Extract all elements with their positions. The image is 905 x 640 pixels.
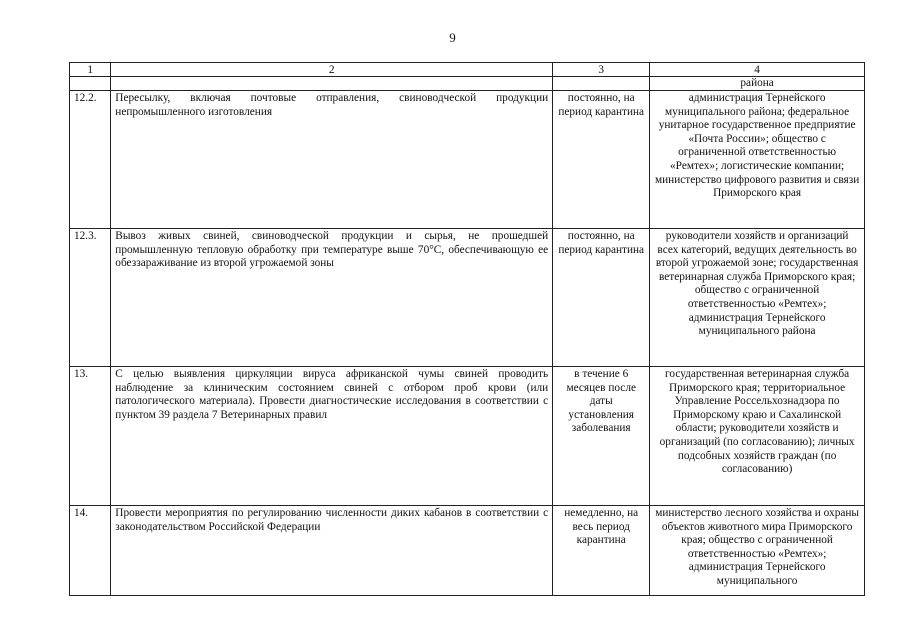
row-number: 12.3. <box>70 229 111 367</box>
table-row <box>70 506 865 596</box>
action-cell: С целью выявления циркуляции вируса африканской чумы свиней проводить наблюдение за клиническим состоянием свиней с отбором проб крови (или патологического материала). Провести диагностические исследования в соответствии с пунктом 39 раздела 7 Ветеринарных правил <box>111 367 553 506</box>
responsible-cell: министерство лесного хозяйства и охраны объектов животного мира Приморского края; общество с ограниченной ответственностью «Ремтех»; администрация Тернейского муниципального <box>650 506 865 596</box>
continuation-row <box>70 77 865 91</box>
period-cell: постоянно, на период карантина <box>553 91 650 229</box>
responsible-cell: государственная ветеринарная служба Приморского края; территориальное Управление Россельхознадзора по Приморскому краю и Сахалинской области; руководители хозяйств и организаций (по согласованию); личных подсобных хозяйств граждан (по согласованию) <box>650 367 865 506</box>
column-header-2: 2 <box>111 63 553 77</box>
period-cell: в течение 6 месяцев после даты установления заболевания <box>553 367 650 506</box>
table-row <box>70 367 865 506</box>
table-row <box>70 229 865 367</box>
table-header-row <box>70 63 865 77</box>
responsible-cell: администрация Тернейского муниципального района; федеральное унитарное государственное предприятие «Почта России»; общество с ограниченной ответственностью «Ремтех»; логистические компании; министерство цифрового развития и связи Приморского края <box>650 91 865 229</box>
responsible-cell: руководители хозяйств и организаций всех категорий, ведущих деятельность во второй угрожаемой зоне; государственная ветеринарная служба Приморского края; общество с ограниченной ответственностью «Ремтех»; администрация Тернейского муниципального района <box>650 229 865 367</box>
column-header-1: 1 <box>70 63 111 77</box>
row-number: 12.2. <box>70 91 111 229</box>
continuation-text-cell: района <box>650 77 865 91</box>
page-number: 9 <box>449 30 456 45</box>
action-cell: Вывоз живых свиней, свиноводческой продукции и сырья, не прошедшей промышленную тепловую обработку при температуре выше 70°С, обеспечивающую ее обеззараживание из второй угрожаемой зоны <box>111 229 553 367</box>
period-cell: постоянно, на период карантина <box>553 229 650 367</box>
continuation-empty-cell <box>111 77 553 91</box>
table-row <box>70 91 865 229</box>
column-header-3: 3 <box>553 63 650 77</box>
action-cell: Пересылку, включая почтовые отправления, свиноводческой продукции непромышленного изготовления <box>111 91 553 229</box>
row-number: 14. <box>70 506 111 596</box>
row-number: 13. <box>70 367 111 506</box>
continuation-empty-cell <box>553 77 650 91</box>
action-cell: Провести мероприятия по регулированию численности диких кабанов в соответствии с законодательством Российской Федерации <box>111 506 553 596</box>
period-cell: немедленно, на весь период карантина <box>553 506 650 596</box>
column-header-4: 4 <box>650 63 865 77</box>
measures-table <box>69 62 865 596</box>
continuation-empty-cell <box>70 77 111 91</box>
